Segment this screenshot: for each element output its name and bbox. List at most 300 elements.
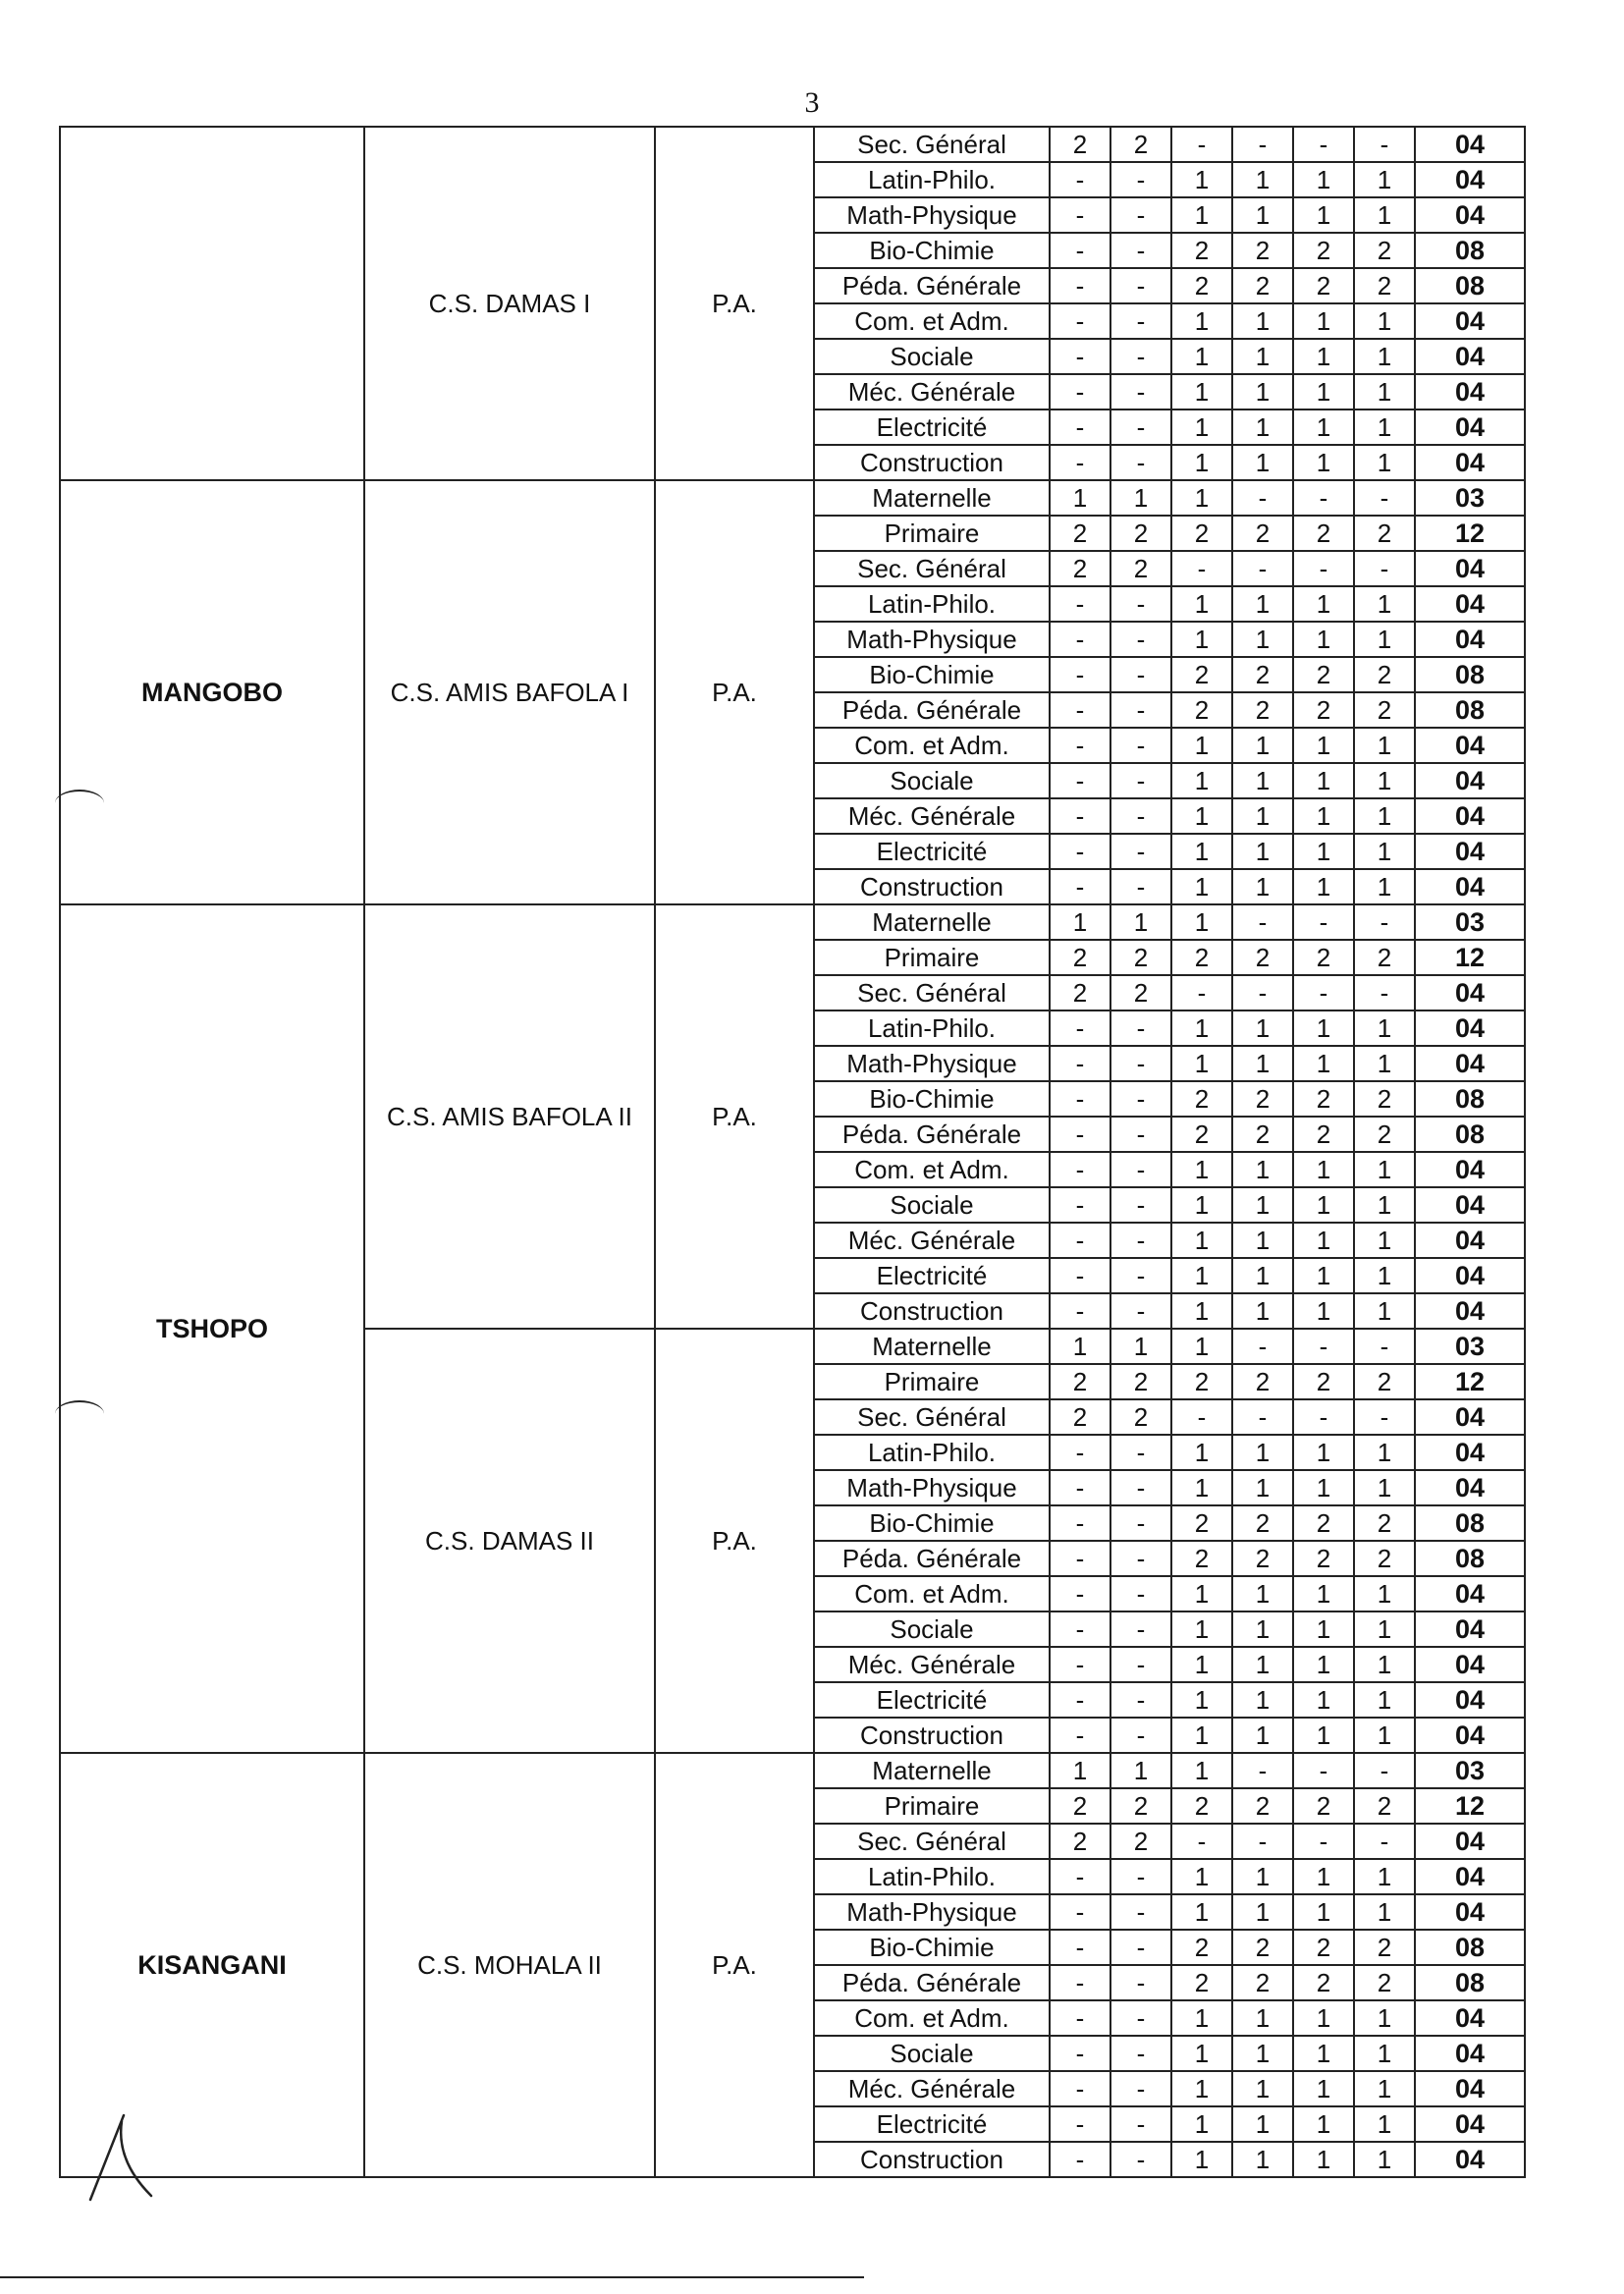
count-cell: 1 <box>1232 1223 1293 1258</box>
count-cell: - <box>1050 763 1110 798</box>
count-cell: 2 <box>1110 551 1171 586</box>
count-cell: 1 <box>1354 2000 1415 2036</box>
option-cell: Construction <box>814 869 1050 904</box>
count-cell: - <box>1050 1046 1110 1081</box>
count-cell: 1 <box>1354 1718 1415 1753</box>
option-cell: Construction <box>814 1293 1050 1329</box>
count-cell: - <box>1050 1258 1110 1293</box>
option-cell: Primaire <box>814 1364 1050 1399</box>
count-cell: - <box>1110 1541 1171 1576</box>
count-cell: - <box>1110 1293 1171 1329</box>
count-cell: - <box>1110 657 1171 692</box>
count-cell: 1 <box>1354 1435 1415 1470</box>
count-cell: - <box>1050 1576 1110 1611</box>
option-cell: Sociale <box>814 1187 1050 1223</box>
count-cell: - <box>1050 374 1110 410</box>
school-cell: C.S. AMIS BAFOLA II <box>364 904 655 1329</box>
total-cell: 03 <box>1415 904 1525 940</box>
option-cell: Com. et Adm. <box>814 2000 1050 2036</box>
count-cell: - <box>1110 233 1171 268</box>
total-cell: 04 <box>1415 445 1525 480</box>
count-cell: - <box>1050 1187 1110 1223</box>
option-cell: Bio-Chimie <box>814 1505 1050 1541</box>
count-cell: 2 <box>1293 692 1354 728</box>
count-cell: 2 <box>1293 516 1354 551</box>
count-cell: - <box>1110 622 1171 657</box>
regime-cell: P.A. <box>655 1329 814 1753</box>
count-cell: 2 <box>1050 1399 1110 1435</box>
count-cell: 2 <box>1171 1505 1232 1541</box>
count-cell: 1 <box>1171 1329 1232 1364</box>
total-cell: 04 <box>1415 1824 1525 1859</box>
count-cell: - <box>1354 1753 1415 1788</box>
total-cell: 08 <box>1415 1930 1525 1965</box>
count-cell: - <box>1110 1152 1171 1187</box>
count-cell: - <box>1354 551 1415 586</box>
count-cell: 1 <box>1050 904 1110 940</box>
total-cell: 04 <box>1415 410 1525 445</box>
count-cell: 1 <box>1354 1859 1415 1894</box>
total-cell: 12 <box>1415 1364 1525 1399</box>
total-cell: 04 <box>1415 197 1525 233</box>
count-cell: - <box>1110 303 1171 339</box>
option-cell: Latin-Philo. <box>814 1435 1050 1470</box>
total-cell: 04 <box>1415 586 1525 622</box>
count-cell: 1 <box>1232 1718 1293 1753</box>
count-cell: 2 <box>1232 1505 1293 1541</box>
count-cell: 2 <box>1050 975 1110 1010</box>
option-cell: Com. et Adm. <box>814 1576 1050 1611</box>
count-cell: 1 <box>1293 1470 1354 1505</box>
count-cell: 1 <box>1232 869 1293 904</box>
count-cell: 1 <box>1354 834 1415 869</box>
count-cell: 1 <box>1110 480 1171 516</box>
count-cell: - <box>1110 1117 1171 1152</box>
count-cell: - <box>1050 586 1110 622</box>
count-cell: 1 <box>1110 904 1171 940</box>
count-cell: 1 <box>1050 1753 1110 1788</box>
count-cell: 2 <box>1232 1117 1293 1152</box>
option-cell: Sociale <box>814 763 1050 798</box>
option-cell: Primaire <box>814 516 1050 551</box>
count-cell: 1 <box>1232 586 1293 622</box>
region-cell <box>60 127 364 480</box>
count-cell: 2 <box>1232 1788 1293 1824</box>
option-cell: Sec. Général <box>814 551 1050 586</box>
count-cell: 2 <box>1171 1788 1232 1824</box>
count-cell: - <box>1050 1293 1110 1329</box>
count-cell: 2 <box>1171 268 1232 303</box>
count-cell: 1 <box>1232 1435 1293 1470</box>
count-cell: 2 <box>1232 1965 1293 2000</box>
count-cell: 2 <box>1232 1364 1293 1399</box>
count-cell: - <box>1050 339 1110 374</box>
option-cell: Bio-Chimie <box>814 657 1050 692</box>
count-cell: 1 <box>1171 1435 1232 1470</box>
option-cell: Méc. Générale <box>814 1223 1050 1258</box>
count-cell: 2 <box>1293 1788 1354 1824</box>
count-cell: - <box>1232 551 1293 586</box>
total-cell: 08 <box>1415 692 1525 728</box>
count-cell: 1 <box>1293 2142 1354 2177</box>
option-cell: Méc. Générale <box>814 2071 1050 2106</box>
count-cell: 1 <box>1293 303 1354 339</box>
count-cell: 2 <box>1110 1788 1171 1824</box>
count-cell: 1 <box>1354 763 1415 798</box>
count-cell: - <box>1293 127 1354 162</box>
count-cell: 1 <box>1232 197 1293 233</box>
count-cell: 1 <box>1232 798 1293 834</box>
count-cell: 1 <box>1171 834 1232 869</box>
count-cell: 2 <box>1354 1364 1415 1399</box>
page-number: 3 <box>804 86 820 119</box>
count-cell: 1 <box>1232 410 1293 445</box>
count-cell: 1 <box>1171 445 1232 480</box>
total-cell: 04 <box>1415 2036 1525 2071</box>
count-cell: - <box>1050 303 1110 339</box>
option-cell: Bio-Chimie <box>814 1081 1050 1117</box>
count-cell: 2 <box>1110 1824 1171 1859</box>
count-cell: 1 <box>1110 1753 1171 1788</box>
total-cell: 08 <box>1415 1505 1525 1541</box>
count-cell: 1 <box>1171 904 1232 940</box>
total-cell: 08 <box>1415 657 1525 692</box>
count-cell: 2 <box>1110 516 1171 551</box>
count-cell: - <box>1050 1117 1110 1152</box>
count-cell: 2 <box>1232 516 1293 551</box>
total-cell: 08 <box>1415 1117 1525 1152</box>
count-cell: - <box>1050 268 1110 303</box>
count-cell: - <box>1232 1329 1293 1364</box>
count-cell: - <box>1354 975 1415 1010</box>
total-cell: 04 <box>1415 2142 1525 2177</box>
count-cell: 2 <box>1354 692 1415 728</box>
total-cell: 04 <box>1415 1647 1525 1682</box>
count-cell: 1 <box>1293 1258 1354 1293</box>
option-cell: Méc. Générale <box>814 374 1050 410</box>
count-cell: 2 <box>1354 1505 1415 1541</box>
total-cell: 04 <box>1415 1399 1525 1435</box>
count-cell: 1 <box>1171 2071 1232 2106</box>
count-cell: - <box>1232 904 1293 940</box>
count-cell: 1 <box>1354 1152 1415 1187</box>
count-cell: 1 <box>1293 1576 1354 1611</box>
count-cell: - <box>1293 480 1354 516</box>
count-cell: - <box>1110 1859 1171 1894</box>
margin-bracket-mark <box>55 790 104 817</box>
count-cell: 2 <box>1171 940 1232 975</box>
count-cell: 1 <box>1293 1435 1354 1470</box>
count-cell: - <box>1293 975 1354 1010</box>
count-cell: 1 <box>1171 1046 1232 1081</box>
count-cell: 1 <box>1171 1293 1232 1329</box>
count-cell: - <box>1110 1965 1171 2000</box>
option-cell: Latin-Philo. <box>814 1010 1050 1046</box>
count-cell: 2 <box>1171 233 1232 268</box>
count-cell: 2 <box>1232 692 1293 728</box>
count-cell: 1 <box>1293 1718 1354 1753</box>
count-cell: 2 <box>1050 1364 1110 1399</box>
count-cell: 1 <box>1293 622 1354 657</box>
margin-bracket-mark <box>55 1400 104 1428</box>
count-cell: 1 <box>1354 1046 1415 1081</box>
count-cell: 2 <box>1050 940 1110 975</box>
count-cell: 1 <box>1293 1894 1354 1930</box>
count-cell: 2 <box>1171 1364 1232 1399</box>
count-cell: 1 <box>1354 1682 1415 1718</box>
count-cell: 1 <box>1293 763 1354 798</box>
count-cell: 2 <box>1293 1930 1354 1965</box>
count-cell: 2 <box>1354 233 1415 268</box>
count-cell: 1 <box>1232 374 1293 410</box>
count-cell: 2 <box>1293 1965 1354 2000</box>
count-cell: 2 <box>1293 1364 1354 1399</box>
count-cell: - <box>1110 1894 1171 1930</box>
count-cell: 1 <box>1293 1611 1354 1647</box>
count-cell: 1 <box>1232 2142 1293 2177</box>
option-cell: Math-Physique <box>814 1470 1050 1505</box>
count-cell: - <box>1050 197 1110 233</box>
count-cell: 2 <box>1050 127 1110 162</box>
regime-cell: P.A. <box>655 127 814 480</box>
count-cell: 1 <box>1293 162 1354 197</box>
count-cell: 2 <box>1293 1081 1354 1117</box>
count-cell: 1 <box>1232 2071 1293 2106</box>
count-cell: - <box>1354 1329 1415 1364</box>
count-cell: - <box>1354 480 1415 516</box>
count-cell: 2 <box>1110 127 1171 162</box>
count-cell: - <box>1232 127 1293 162</box>
option-cell: Com. et Adm. <box>814 1152 1050 1187</box>
count-cell: 2 <box>1354 268 1415 303</box>
count-cell: 1 <box>1171 586 1232 622</box>
total-cell: 04 <box>1415 162 1525 197</box>
option-cell: Maternelle <box>814 1753 1050 1788</box>
total-cell: 12 <box>1415 1788 1525 1824</box>
total-cell: 04 <box>1415 1293 1525 1329</box>
count-cell: 2 <box>1171 1965 1232 2000</box>
count-cell: - <box>1110 692 1171 728</box>
count-cell: - <box>1110 1930 1171 1965</box>
count-cell: 1 <box>1354 1894 1415 1930</box>
option-cell: Primaire <box>814 940 1050 975</box>
count-cell: - <box>1110 1258 1171 1293</box>
total-cell: 04 <box>1415 127 1525 162</box>
count-cell: 2 <box>1171 692 1232 728</box>
count-cell: - <box>1293 1824 1354 1859</box>
count-cell: 2 <box>1050 516 1110 551</box>
count-cell: 1 <box>1232 1859 1293 1894</box>
count-cell: 1 <box>1293 2106 1354 2142</box>
count-cell: 1 <box>1171 2000 1232 2036</box>
count-cell: 1 <box>1293 197 1354 233</box>
count-cell: - <box>1171 1399 1232 1435</box>
table-row <box>60 1753 1525 1788</box>
count-cell: - <box>1050 1859 1110 1894</box>
option-cell: Sociale <box>814 1611 1050 1647</box>
signature-initial <box>82 2102 171 2210</box>
count-cell: 1 <box>1354 162 1415 197</box>
option-cell: Electricité <box>814 410 1050 445</box>
count-cell: 1 <box>1171 1753 1232 1788</box>
total-cell: 04 <box>1415 1611 1525 1647</box>
count-cell: 2 <box>1050 1788 1110 1824</box>
count-cell: - <box>1050 162 1110 197</box>
count-cell: 1 <box>1354 622 1415 657</box>
count-cell: 2 <box>1293 1117 1354 1152</box>
count-cell: - <box>1110 1611 1171 1647</box>
count-cell: 2 <box>1171 1117 1232 1152</box>
total-cell: 04 <box>1415 1470 1525 1505</box>
count-cell: 1 <box>1050 1329 1110 1364</box>
count-cell: 1 <box>1232 834 1293 869</box>
total-cell: 04 <box>1415 1859 1525 1894</box>
count-cell: 1 <box>1354 586 1415 622</box>
total-cell: 04 <box>1415 303 1525 339</box>
count-cell: - <box>1050 1152 1110 1187</box>
count-cell: - <box>1232 1753 1293 1788</box>
count-cell: 1 <box>1293 869 1354 904</box>
count-cell: 1 <box>1354 798 1415 834</box>
count-cell: 2 <box>1354 1117 1415 1152</box>
count-cell: - <box>1110 728 1171 763</box>
option-cell: Construction <box>814 2142 1050 2177</box>
count-cell: 2 <box>1354 1788 1415 1824</box>
school-cell: C.S. MOHALA II <box>364 1753 655 2177</box>
count-cell: 2 <box>1050 1824 1110 1859</box>
count-cell: 1 <box>1354 1258 1415 1293</box>
option-cell: Math-Physique <box>814 197 1050 233</box>
count-cell: 1 <box>1354 1293 1415 1329</box>
count-cell: - <box>1171 975 1232 1010</box>
count-cell: 1 <box>1232 2000 1293 2036</box>
count-cell: - <box>1232 1824 1293 1859</box>
count-cell: 1 <box>1232 1647 1293 1682</box>
count-cell: - <box>1110 268 1171 303</box>
option-cell: Latin-Philo. <box>814 586 1050 622</box>
count-cell: 2 <box>1354 516 1415 551</box>
count-cell: - <box>1110 374 1171 410</box>
option-cell: Méc. Générale <box>814 1647 1050 1682</box>
count-cell: 1 <box>1171 162 1232 197</box>
count-cell: - <box>1050 445 1110 480</box>
count-cell: 2 <box>1354 1541 1415 1576</box>
count-cell: - <box>1110 197 1171 233</box>
count-cell: 1 <box>1293 586 1354 622</box>
count-cell: 1 <box>1232 445 1293 480</box>
count-cell: - <box>1171 127 1232 162</box>
option-cell: Primaire <box>814 1788 1050 1824</box>
count-cell: 1 <box>1354 728 1415 763</box>
option-cell: Electricité <box>814 834 1050 869</box>
table-body <box>60 127 1525 2177</box>
count-cell: - <box>1293 904 1354 940</box>
option-cell: Sec. Général <box>814 127 1050 162</box>
count-cell: 1 <box>1354 1647 1415 1682</box>
count-cell: - <box>1050 1435 1110 1470</box>
count-cell: - <box>1110 1505 1171 1541</box>
count-cell: 1 <box>1232 1010 1293 1046</box>
count-cell: 2 <box>1354 657 1415 692</box>
option-cell: Math-Physique <box>814 1046 1050 1081</box>
total-cell: 08 <box>1415 1081 1525 1117</box>
count-cell: - <box>1050 1081 1110 1117</box>
count-cell: 1 <box>1171 1152 1232 1187</box>
count-cell: 1 <box>1232 763 1293 798</box>
count-cell: 1 <box>1354 2142 1415 2177</box>
total-cell: 04 <box>1415 798 1525 834</box>
count-cell: 1 <box>1171 1187 1232 1223</box>
count-cell: 1 <box>1171 798 1232 834</box>
count-cell: 1 <box>1354 303 1415 339</box>
option-cell: Maternelle <box>814 1329 1050 1364</box>
total-cell: 04 <box>1415 1258 1525 1293</box>
count-cell: - <box>1050 1611 1110 1647</box>
count-cell: 1 <box>1171 2142 1232 2177</box>
count-cell: 1 <box>1293 798 1354 834</box>
total-cell: 04 <box>1415 551 1525 586</box>
count-cell: 1 <box>1171 1718 1232 1753</box>
total-cell: 04 <box>1415 622 1525 657</box>
count-cell: 1 <box>1293 1223 1354 1258</box>
option-cell: Latin-Philo. <box>814 162 1050 197</box>
count-cell: 1 <box>1293 1046 1354 1081</box>
count-cell: 1 <box>1293 1010 1354 1046</box>
region-cell: KISANGANI <box>60 1753 364 2177</box>
total-cell: 04 <box>1415 1223 1525 1258</box>
total-cell: 04 <box>1415 834 1525 869</box>
count-cell: - <box>1050 2142 1110 2177</box>
count-cell: 2 <box>1354 940 1415 975</box>
count-cell: 1 <box>1171 1647 1232 1682</box>
count-cell: 1 <box>1232 303 1293 339</box>
option-cell: Maternelle <box>814 904 1050 940</box>
count-cell: - <box>1354 1824 1415 1859</box>
count-cell: - <box>1050 410 1110 445</box>
regime-cell: P.A. <box>655 480 814 904</box>
total-cell: 12 <box>1415 516 1525 551</box>
total-cell: 04 <box>1415 1576 1525 1611</box>
total-cell: 04 <box>1415 2106 1525 2142</box>
count-cell: 1 <box>1354 2036 1415 2071</box>
total-cell: 04 <box>1415 869 1525 904</box>
option-cell: Méc. Générale <box>814 798 1050 834</box>
count-cell: 1 <box>1354 2106 1415 2142</box>
count-cell: 1 <box>1293 1152 1354 1187</box>
total-cell: 08 <box>1415 233 1525 268</box>
count-cell: 1 <box>1171 374 1232 410</box>
total-cell: 04 <box>1415 1718 1525 1753</box>
count-cell: 1 <box>1293 1682 1354 1718</box>
count-cell: 1 <box>1293 1859 1354 1894</box>
count-cell: - <box>1293 551 1354 586</box>
total-cell: 04 <box>1415 374 1525 410</box>
option-cell: Péda. Générale <box>814 268 1050 303</box>
count-cell: - <box>1050 2000 1110 2036</box>
count-cell: 2 <box>1354 1081 1415 1117</box>
count-cell: - <box>1050 1894 1110 1930</box>
count-cell: 2 <box>1293 268 1354 303</box>
count-cell: - <box>1050 1541 1110 1576</box>
count-cell: 1 <box>1232 1576 1293 1611</box>
count-cell: 2 <box>1293 233 1354 268</box>
count-cell: 1 <box>1232 339 1293 374</box>
count-cell: 1 <box>1232 1046 1293 1081</box>
count-cell: 1 <box>1354 1470 1415 1505</box>
school-cell: C.S. DAMAS I <box>364 127 655 480</box>
total-cell: 04 <box>1415 2000 1525 2036</box>
count-cell: - <box>1110 1470 1171 1505</box>
